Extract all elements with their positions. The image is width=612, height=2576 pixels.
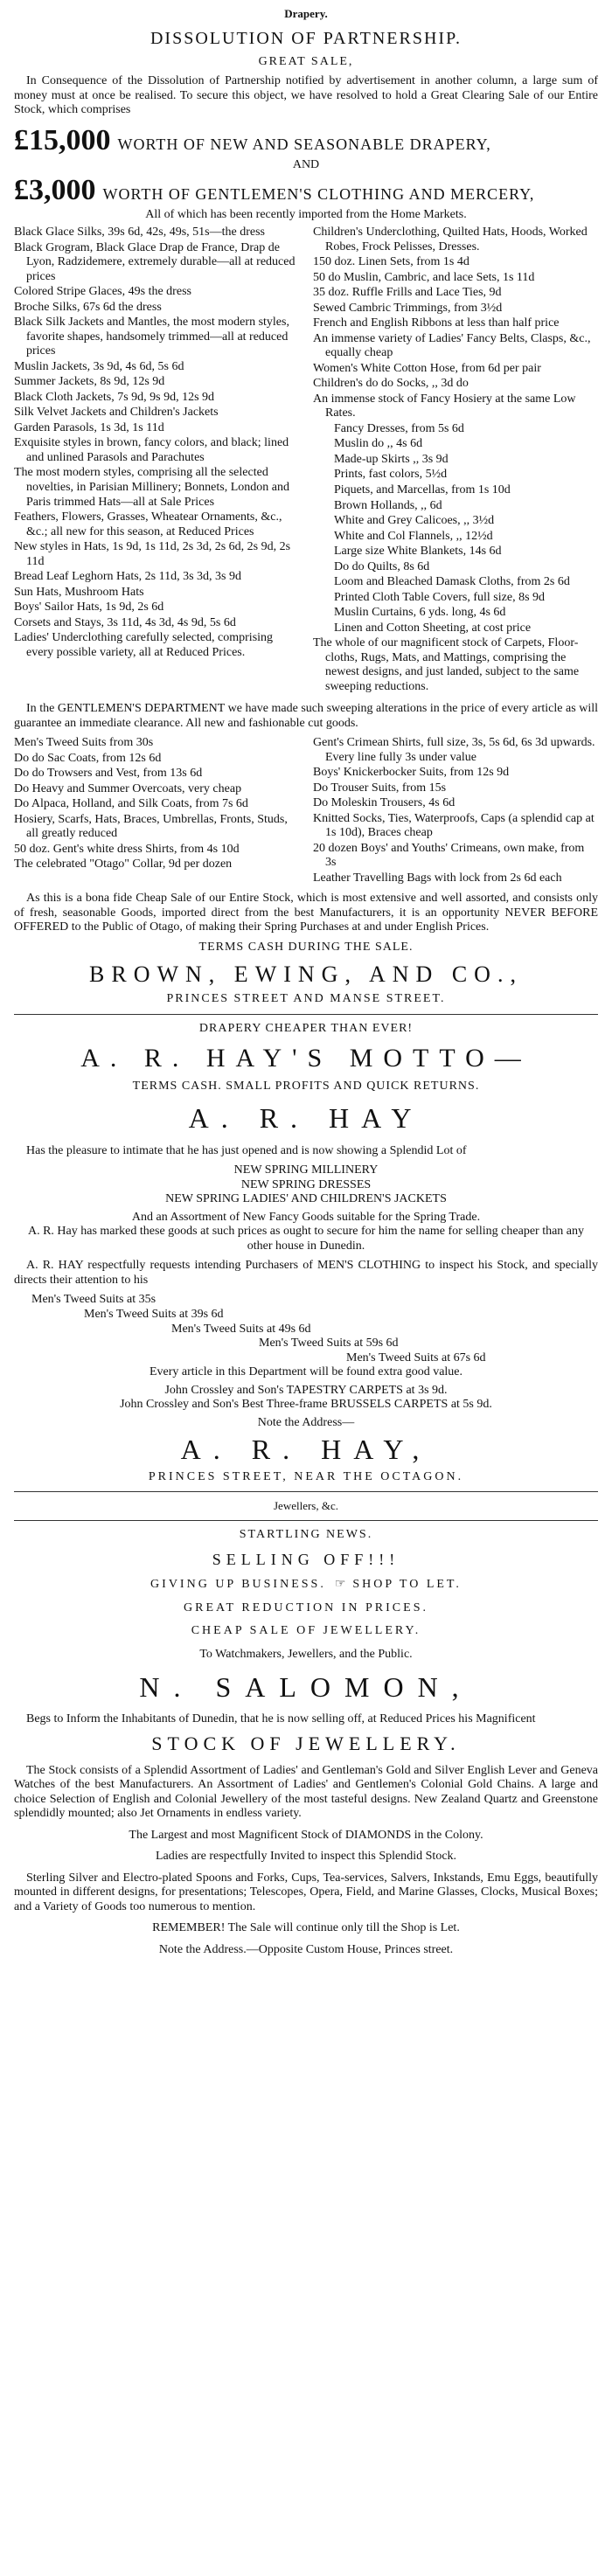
hay-carpets-2: John Crossley and Son's Best Three-frame BRUSSELS CARPETS at 5s 9d. xyxy=(120,1398,492,1412)
hay-name: A. R. HAY xyxy=(188,1102,424,1135)
hay-name-2: A. R. HAY, xyxy=(180,1434,432,1466)
hay-address: PRINCES STREET, NEAR THE OCTAGON. xyxy=(148,1469,464,1483)
goods-item: Garden Parasols, 1s 3d, 1s 11d xyxy=(14,420,164,434)
gents-item: 50 doz. Gent's white dress Shirts, from 4s 10d xyxy=(14,842,240,856)
goods-item: Corsets and Stays, 3s 11d, 4s 3d, 4s 9d, 5s 6d xyxy=(14,615,236,629)
gents-item: Do do Sac Coats, from 12s 6d xyxy=(14,751,162,765)
divider xyxy=(14,1520,598,1521)
ad-title: DISSOLUTION OF PARTNERSHIP. xyxy=(150,29,462,49)
goods-item: Children's Underclothing, Quilted Hats, Hoods, Worked Robes, Frock Pelisses, Dresses. xyxy=(313,226,588,253)
cheap-sale: CHEAP SALE OF JEWELLERY. xyxy=(191,1624,421,1638)
goods-item: 50 do Muslin, Cambric, and lace Sets, 1s 11d xyxy=(313,270,535,284)
goods-item: Broche Silks, 67s 6d the dress xyxy=(14,300,162,314)
hay-headline: DRAPERY CHEAPER THAN EVER! xyxy=(198,1021,414,1035)
goods-item: Summer Jackets, 8s 9d, 12s 9d xyxy=(14,375,165,389)
goods-item: Linen and Cotton Sheeting, at cost price xyxy=(334,621,532,635)
goods-item: An immense stock of Fancy Hosiery at the same Low Rates. xyxy=(313,392,576,420)
goods-item: Large size White Blankets, 14s 6d xyxy=(334,545,502,559)
hay-clothing: A. R. HAY respectfully requests intending Purchasers of MEN'S CLOTHING to inspect his Stock, and specially directs their attention to his xyxy=(14,1259,598,1287)
imported-note: All of which has been recently imported from the Home Markets. xyxy=(145,207,467,221)
terms-text: TERMS CASH DURING THE SALE. xyxy=(198,940,414,954)
goods-item: French and English Ribbons at less than half price xyxy=(313,316,560,330)
company-name: BROWN, EWING, AND CO., xyxy=(89,962,523,988)
goods-item: Printed Cloth Table Covers, full size, 8s 9d xyxy=(334,590,546,604)
hay-marked: A. R. Hay has marked these goods at such prices as ought to secure for him the name for selling cheaper than any other house in Dunedin. xyxy=(27,1225,585,1253)
goods-item: An immense variety of Ladies' Fancy Belts, Clasps, &c., equally cheap xyxy=(313,331,591,360)
goods-item: Silk Velvet Jackets and Children's Jackets xyxy=(14,406,219,420)
hay-every: Every article in this Department will be found extra good value. xyxy=(149,1365,463,1379)
goods-item: The whole of our magnificent stock of Carpets, Floor-cloths, Rugs, Mats, and Mattings, comprising the newest designs, and just landed, subject to the same sweeping reductions. xyxy=(313,636,580,693)
goods-item: 150 doz. Linen Sets, from 1s 4d xyxy=(313,255,469,269)
hay-assortment: And an Assortment of New Fancy Goods suitable for the Spring Trade. xyxy=(131,1210,481,1224)
gents-item: Do Alpaca, Holland, and Silk Coats, from 7s 6d xyxy=(14,797,248,811)
selling-off: SELLING OFF!!! xyxy=(212,1551,400,1569)
closing-text: As this is a bona fide Cheap Sale of our Entire Stock, which is most extensive and well assorted, and consists only of fresh, seasonable Goods, imported direct from the best Manufacturers, it is an opportunity NEVER BEFORE OFFERED to the Public of Otago, of making their Spring Purchases at and under English Prices. xyxy=(14,892,598,934)
pointing-hand-icon: ☞ xyxy=(334,1578,344,1592)
salomon-name: N. SALOMON, xyxy=(139,1670,473,1703)
amount-2-text: WORTH OF GENTLEMEN'S CLOTHING AND MERCERY, xyxy=(102,184,535,203)
salomon-address: Note the Address.—Opposite Custom House, Princes street. xyxy=(158,1942,454,1956)
hay-line: NEW SPRING LADIES' AND CHILDREN'S JACKETS xyxy=(165,1192,447,1206)
goods-item: Muslin do ,, 4s 6d xyxy=(334,437,423,451)
gents-item: Boys' Knickerbocker Suits, from 12s 9d xyxy=(313,766,510,780)
gents-intro: In the GENTLEMEN'S DEPARTMENT we have made such sweeping alterations in the price of every article as will guarantee an immediate clearance. All new and fashionable cut goods. xyxy=(14,702,598,730)
to-watchmakers: To Watchmakers, Jewellers, and the Public. xyxy=(199,1648,413,1661)
hay-advertisement xyxy=(14,1022,598,1485)
giving-up-line xyxy=(14,1578,598,1593)
goods-item: Colored Stripe Glaces, 49s the dress xyxy=(14,285,191,299)
brown-ewing-advertisement xyxy=(14,29,598,1006)
goods-item: Children's do do Socks, ,, 3d do xyxy=(313,377,469,391)
hay-carpets-1: John Crossley and Son's TAPESTRY CARPETS at 3s 9d. xyxy=(164,1383,448,1397)
goods-item: 35 doz. Ruffle Frills and Lace Ties, 9d xyxy=(313,286,502,300)
goods-item: Muslin Curtains, 6 yds. long, 4s 6d xyxy=(334,606,506,620)
stock-consists: The Stock consists of a Splendid Assortment of Ladies' and Gentleman's Gold and Silver English Lever and Geneva Watches of the best Manufacturers. An Assortment of Ladies' and Gentlemen's Colonial Gold Chains. A large and choice Selection of English and Colonial Jewellery of the most tasteful designs. New Zealand Quartz and Greenstone splendidly mounted; also Jet Ornaments in endless variety. xyxy=(14,1763,598,1821)
goods-item: Do do Quilts, 8s 6d xyxy=(334,559,430,573)
gents-item: Men's Tweed Suits from 30s xyxy=(14,736,154,750)
goods-item: Prints, fast colors, 5½d xyxy=(334,468,448,482)
ad-subtitle: GREAT SALE, xyxy=(258,54,354,68)
startling-news: STARTLING NEWS. xyxy=(239,1527,373,1541)
shop-to-let: SHOP TO LET. xyxy=(352,1578,462,1592)
sterling-silver: Sterling Silver and Electro-plated Spoons and Forks, Cups, Tea-services, Salvers, Inkstands, Emu Eggs, beautifully mounted in different designs, for presentations; Telescopes, Opera, Field, and Marine Glasses, Clocks, Musical Boxes; and a Variety of Goods too numerous to mention. xyxy=(14,1871,598,1913)
gents-right-column xyxy=(313,736,598,886)
amount-2: £3,000 xyxy=(14,173,96,206)
goods-item: Black Glace Silks, 39s 6d, 42s, 49s, 51s—the dress xyxy=(14,226,265,240)
great-reduction: GREAT REDUCTION IN PRICES. xyxy=(184,1600,428,1614)
ladies-invited: Ladies are respectfully Invited to inspect this Splendid Stock. xyxy=(155,1850,457,1864)
gents-item: Do Heavy and Summer Overcoats, very cheap xyxy=(14,781,242,795)
goods-item: Black Cloth Jackets, 7s 9d, 9s 9d, 12s 9d xyxy=(14,390,215,404)
goods-item: Bread Leaf Leghorn Hats, 2s 11d, 3s 3d, 3s 9d xyxy=(14,570,241,584)
amount-1: £15,000 xyxy=(14,123,111,156)
salomon-advertisement xyxy=(14,1499,598,1957)
hay-line: NEW SPRING MILLINERY xyxy=(233,1163,379,1177)
goods-item: Black Grogram, Black Glace Drap de France, Drap de Lyon, Radzidemere, extremely durable—all at reduced prices xyxy=(14,240,296,283)
gents-item: Leather Travelling Bags with lock from 2s 6d each xyxy=(313,871,562,885)
divider xyxy=(14,1491,598,1492)
goods-item: Sun Hats, Mushroom Hats xyxy=(14,585,144,599)
company-address: PRINCES STREET AND MANSE STREET. xyxy=(166,992,446,1006)
gents-item: Gent's Crimean Shirts, full size, 3s, 5s 6d, 6s 3d upwards. Every line fully 3s under value xyxy=(313,736,595,764)
gents-item: Do Trouser Suits, from 15s xyxy=(313,781,447,795)
gents-item: Knitted Socks, Ties, Waterproofs, Caps (a splendid cap at 1s 10d), Braces cheap xyxy=(313,811,595,840)
goods-item: Fancy Dresses, from 5s 6d xyxy=(334,421,464,435)
goods-item: Loom and Bleached Damask Cloths, from 2s 6d xyxy=(334,575,570,589)
goods-item: Women's White Cotton Hose, from 6d per pair xyxy=(313,361,541,375)
gents-goods-columns xyxy=(14,736,598,886)
goods-item: New styles in Hats, 1s 9d, 1s 11d, 2s 3d, 2s 6d, 2s 9d, 2s 11d xyxy=(14,540,291,568)
hay-intro: Has the pleasure to intimate that he has just opened and is now showing a Splendid Lot of xyxy=(26,1143,467,1157)
hay-motto: TERMS CASH. SMALL PROFITS AND QUICK RETURNS. xyxy=(132,1079,480,1093)
ladies-goods-columns xyxy=(14,226,598,695)
giving-up: GIVING UP BUSINESS. xyxy=(150,1578,326,1592)
goods-item: Ladies' Underclothing carefully selected, comprising every possible variety, all at Reduced Prices. xyxy=(14,631,274,659)
jewellers-category: Jewellers, &c. xyxy=(273,1499,338,1513)
goods-item: Exquisite styles in brown, fancy colors, and black; lined and unlined Parasols and Parachutes xyxy=(14,436,289,464)
category-heading: Drapery. xyxy=(284,7,328,20)
ad-intro: In Consequence of the Dissolution of Partnership notified by advertisement in another column, a large sum of money must at once be realised. To secure this object, we have resolved to hold a Great Clearing Sale of our Entire Stock, which comprises xyxy=(14,74,598,117)
goods-item: Boys' Sailor Hats, 1s 9d, 2s 6d xyxy=(14,601,164,614)
goods-item: The most modern styles, comprising all the selected novelties, in Parisian Millinery; Bonnets, London and Paris trimmed Hats—all at Sale Prices xyxy=(14,466,289,509)
amount-line-1 xyxy=(14,123,598,158)
amount-1-text: WORTH OF NEW AND SEASONABLE DRAPERY, xyxy=(117,135,491,153)
goods-item: Feathers, Flowers, Grasses, Wheatear Ornaments, &c., &c.; all new for this season, at Reduced Prices xyxy=(14,510,282,538)
gents-item: Do Moleskin Trousers, 4s 6d xyxy=(313,796,456,810)
gents-item: The celebrated "Otago" Collar, 9d per dozen xyxy=(14,858,233,871)
and-text: AND xyxy=(292,158,320,172)
hay-line: NEW SPRING DRESSES xyxy=(240,1177,372,1191)
goods-item: Muslin Jackets, 3s 9d, 4s 6d, 5s 6d xyxy=(14,359,184,373)
salomon-begs: Begs to Inform the Inhabitants of Dunedin, that he is now selling off, at Reduced Prices his Magnificent xyxy=(26,1712,536,1726)
amount-line-2 xyxy=(14,173,598,208)
goods-item: White and Grey Calicoes, ,, 3½d xyxy=(334,514,495,528)
diamonds: The Largest and most Magnificent Stock of DIAMONDS in the Colony. xyxy=(129,1828,483,1842)
gents-item: Do do Trowsers and Vest, from 13s 6d xyxy=(14,767,203,781)
stock-of-jewellery: STOCK OF JEWELLERY. xyxy=(151,1732,461,1754)
divider xyxy=(14,1014,598,1015)
goods-item: Black Silk Jackets and Mantles, the most modern styles, favorite shapes, handsomely trimmed—all at reduced prices xyxy=(14,316,289,358)
goods-item: Sewed Cambric Trimmings, from 3½d xyxy=(313,301,503,315)
hay-note: Note the Address— xyxy=(257,1415,355,1429)
left-goods-column xyxy=(14,226,299,695)
hay-suit: Men's Tweed Suits at 67s 6d xyxy=(346,1350,486,1364)
remember: REMEMBER! The Sale will continue only till the Shop is Let. xyxy=(152,1921,460,1935)
goods-item: Brown Hollands, ,, 6d xyxy=(334,498,442,512)
hay-suit: Men's Tweed Suits at 49s 6d xyxy=(171,1322,311,1336)
gents-item: Hosiery, Scarfs, Hats, Braces, Umbrellas, Fronts, Studs, all greatly reduced xyxy=(14,812,288,841)
hay-suit: Men's Tweed Suits at 35s xyxy=(31,1293,156,1307)
hay-motto-title: A. R. HAY'S MOTTO— xyxy=(80,1044,532,1073)
goods-item: Piquets, and Marcellas, from 1s 10d xyxy=(334,483,511,496)
gents-left-column xyxy=(14,736,299,886)
goods-item: Made-up Skirts ,, 3s 9d xyxy=(334,452,449,466)
gents-item: 20 dozen Boys' and Youths' Crimeans, own make, from 3s xyxy=(313,841,585,870)
goods-item: White and Col Flannels, ,, 12½d xyxy=(334,529,493,543)
hay-suit: Men's Tweed Suits at 59s 6d xyxy=(259,1337,399,1350)
hay-suit: Men's Tweed Suits at 39s 6d xyxy=(84,1307,224,1321)
right-goods-column xyxy=(313,226,598,695)
